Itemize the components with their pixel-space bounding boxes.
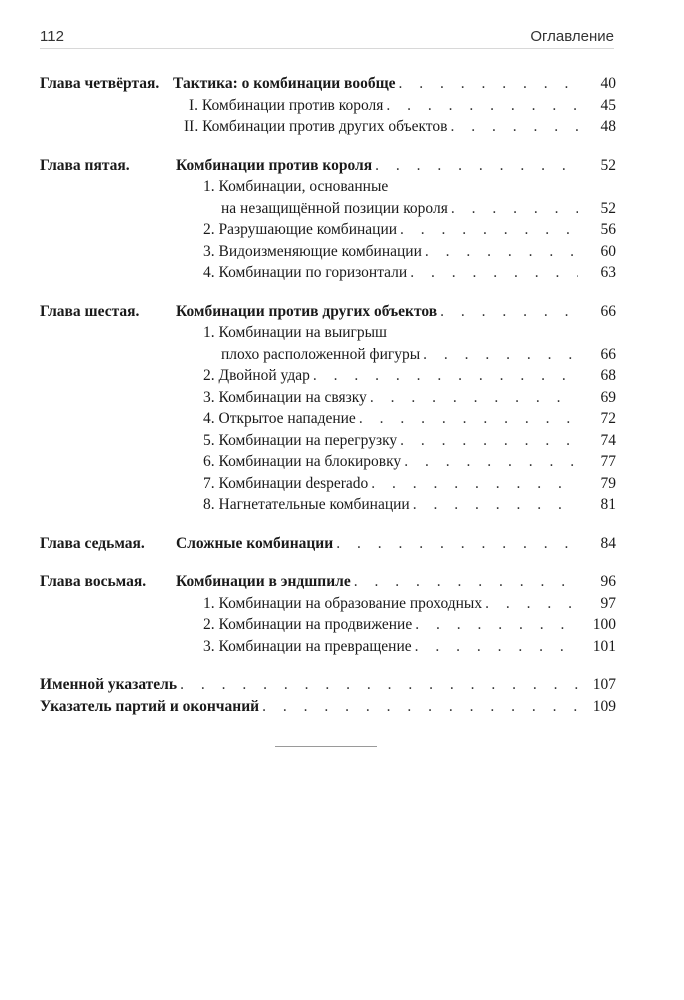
toc-item-line1[interactable]	[40, 176, 616, 198]
toc-item[interactable]	[40, 494, 616, 516]
dot-leader	[415, 636, 578, 658]
dot-leader	[371, 473, 578, 495]
dot-leader	[410, 262, 578, 284]
table-of-contents	[40, 73, 616, 717]
dot-leader	[423, 344, 578, 366]
dot-leader	[386, 95, 578, 117]
dot-leader	[425, 241, 578, 263]
dot-leader	[370, 387, 578, 409]
item-title: 2. Разрушающие комбинации	[203, 219, 400, 241]
page-ref: 77	[578, 451, 616, 473]
toc-chapter-6[interactable]	[40, 301, 616, 323]
dot-leader	[450, 116, 578, 138]
page-ref: 100	[578, 614, 616, 636]
toc-item[interactable]	[40, 241, 616, 263]
page-ref: 107	[578, 674, 616, 696]
toc-chapter-7[interactable]	[40, 533, 616, 555]
toc-item[interactable]	[40, 408, 616, 430]
item-title: 4. Комбинации по горизонтали	[203, 262, 410, 284]
chapter-title: Комбинации в эндшпиле	[176, 571, 354, 593]
toc-item[interactable]	[40, 219, 616, 241]
toc-item[interactable]	[40, 593, 616, 615]
item-title: 5. Комбинации на перегрузку	[203, 430, 400, 452]
dot-leader	[354, 571, 578, 593]
page-number: 112	[40, 28, 64, 45]
dot-leader	[336, 533, 578, 555]
chapter-label: Глава пятая.	[40, 156, 130, 174]
item-title: 3. Комбинации на превращение	[203, 636, 415, 658]
toc-item[interactable]	[40, 473, 616, 495]
page-ref: 45	[578, 95, 616, 117]
dot-leader	[262, 696, 578, 718]
toc-item[interactable]	[40, 95, 616, 117]
page-ref: 48	[578, 116, 616, 138]
toc-item-line1[interactable]	[40, 322, 616, 344]
chapter-label: Глава восьмая.	[40, 573, 147, 590]
item-title: 8. Нагнетательные комбинации	[203, 494, 413, 516]
page-ref: 81	[578, 494, 616, 516]
page-ref: 60	[578, 241, 616, 263]
item-title: плохо расположенной фигуры	[221, 344, 423, 366]
page-ref: 66	[578, 301, 616, 323]
dot-leader	[400, 219, 578, 241]
item-title: 1. Комбинации на образование проходных	[203, 593, 485, 615]
page-ref: 79	[578, 473, 616, 495]
item-title: I. Комбинации против короля	[189, 95, 386, 117]
item-title: 3. Видоизменяющие комбинации	[203, 241, 425, 263]
running-header	[40, 28, 614, 49]
chapter-label: Глава шестая.	[40, 302, 140, 320]
page-ref: 66	[578, 344, 616, 366]
section-title: Оглавление	[530, 28, 614, 45]
dot-leader	[413, 494, 578, 516]
toc-chapter-5[interactable]	[40, 155, 616, 177]
page-ref: 84	[578, 533, 616, 555]
toc-item[interactable]	[40, 198, 616, 220]
dot-leader	[440, 301, 578, 323]
item-title-line1: 1. Комбинации на выигрыш	[203, 324, 387, 341]
index-title: Указатель партий и окончаний	[40, 696, 262, 718]
chapter-title: Тактика: о комбинации вообще	[173, 73, 399, 95]
toc-item[interactable]	[40, 116, 616, 138]
toc-index-names[interactable]	[40, 674, 616, 696]
chapter-label: Глава четвёртая.	[40, 75, 160, 92]
item-title: 4. Открытое нападение	[203, 408, 359, 430]
toc-item[interactable]	[40, 262, 616, 284]
page-ref: 72	[578, 408, 616, 430]
toc-item[interactable]	[40, 365, 616, 387]
toc-item[interactable]	[40, 430, 616, 452]
item-title: 2. Комбинации на продвижение	[203, 614, 415, 636]
page-ref: 52	[578, 198, 616, 220]
toc-item[interactable]	[40, 451, 616, 473]
dot-leader	[451, 198, 578, 220]
dot-leader	[313, 365, 578, 387]
item-title: 7. Комбинации desperado	[203, 473, 371, 495]
dot-leader	[180, 674, 578, 696]
dot-leader	[375, 155, 578, 177]
page-ref: 74	[578, 430, 616, 452]
item-title: на незащищённой позиции короля	[221, 198, 451, 220]
page-ref: 63	[578, 262, 616, 284]
toc-chapter-4[interactable]	[40, 73, 616, 95]
end-rule	[275, 746, 377, 747]
dot-leader	[415, 614, 578, 636]
item-title-line1: 1. Комбинации, основанные	[203, 178, 389, 195]
toc-index-games[interactable]	[40, 696, 616, 718]
chapter-title: Комбинации против других объектов	[176, 301, 440, 323]
dot-leader	[485, 593, 578, 615]
toc-item[interactable]	[40, 614, 616, 636]
page-ref: 101	[578, 636, 616, 658]
toc-item[interactable]	[40, 636, 616, 658]
item-title: 6. Комбинации на блокировку	[203, 451, 404, 473]
page-ref: 52	[578, 155, 616, 177]
toc-item[interactable]	[40, 387, 616, 409]
page-ref: 68	[578, 365, 616, 387]
page-ref: 69	[578, 387, 616, 409]
page-ref: 109	[578, 696, 616, 718]
chapter-title: Комбинации против короля	[176, 155, 375, 177]
page-ref: 97	[578, 593, 616, 615]
chapter-label: Глава седьмая.	[40, 534, 145, 552]
dot-leader	[399, 73, 578, 95]
item-title: 3. Комбинации на связку	[203, 387, 370, 409]
index-title: Именной указатель	[40, 674, 180, 696]
item-title: 2. Двойной удар	[203, 365, 313, 387]
dot-leader	[400, 430, 578, 452]
chapter-title: Сложные комбинации	[176, 533, 336, 555]
toc-item[interactable]	[40, 344, 616, 366]
toc-chapter-8[interactable]	[40, 571, 616, 593]
item-title: II. Комбинации против других объектов	[184, 116, 450, 138]
page-ref: 40	[578, 73, 616, 95]
dot-leader	[359, 408, 578, 430]
dot-leader	[404, 451, 578, 473]
page-ref: 56	[578, 219, 616, 241]
page-ref: 96	[578, 571, 616, 593]
